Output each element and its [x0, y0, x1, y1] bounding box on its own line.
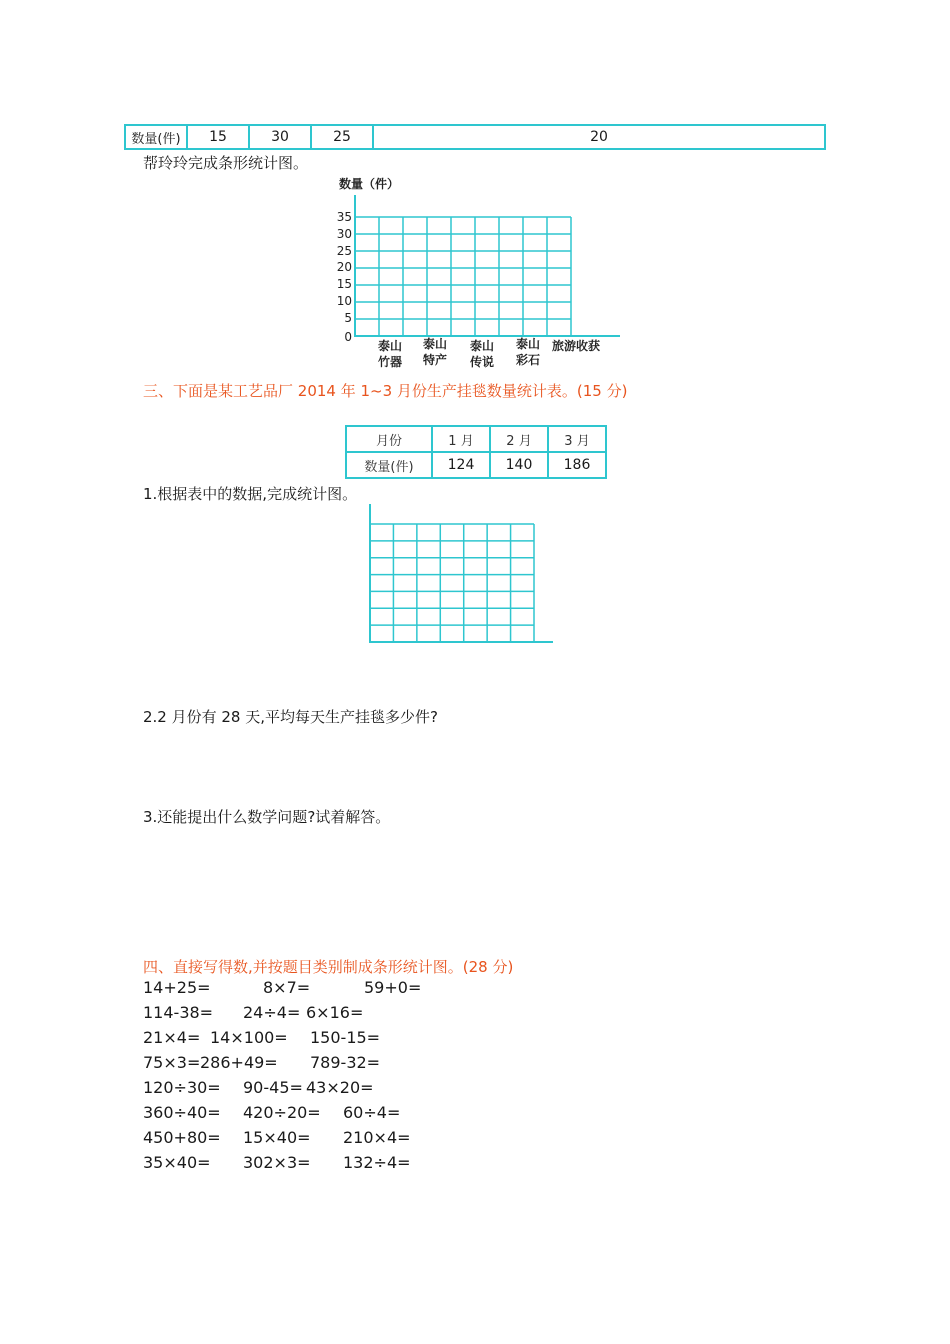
arithmetic-item: 114-38=	[143, 1003, 214, 1022]
table-row	[346, 426, 606, 452]
x-category-label: 传说	[470, 355, 495, 369]
table-header-cell: 数量(件)	[125, 125, 187, 149]
x-category-label: 泰山	[378, 339, 403, 353]
table-header-cell: 2 月	[490, 426, 548, 452]
arithmetic-item: 21×4=	[143, 1028, 201, 1047]
x-axis-label: 旅游收获	[552, 339, 601, 353]
y-tick-label: 10	[336, 294, 352, 308]
table-cell: 186	[548, 452, 606, 478]
question-2: 2.2 月份有 28 天,平均每天生产挂毯多少件?	[143, 708, 438, 726]
y-tick-label: 30	[336, 227, 352, 241]
arithmetic-item: 420÷20=	[243, 1103, 321, 1122]
x-category-label: 彩石	[516, 353, 541, 367]
arithmetic-item: 210×4=	[343, 1128, 411, 1147]
arithmetic-item: 43×20=	[306, 1078, 374, 1097]
arithmetic-item: 24÷4=	[243, 1003, 301, 1022]
arithmetic-item: 60÷4=	[343, 1103, 401, 1122]
x-category-label: 泰山	[423, 337, 448, 351]
x-category-label: 特产	[423, 353, 448, 367]
arithmetic-item: 15×40=	[243, 1128, 311, 1147]
section-4-title: 四、直接写得数,并按题目类别制成条形统计图。(28 分)	[143, 958, 514, 976]
table-cell: 20	[373, 125, 825, 149]
arithmetic-item: 90-45=	[243, 1078, 303, 1097]
y-tick-label: 25	[336, 244, 352, 258]
arithmetic-item: 8×7=	[263, 978, 311, 997]
arithmetic-item: 59+0=	[364, 978, 422, 997]
x-category-label: 泰山	[470, 339, 495, 353]
question-3: 3.还能提出什么数学问题?试着解答。	[143, 808, 391, 826]
table-cell: 124	[432, 452, 490, 478]
arithmetic-item: 150-15=	[310, 1028, 381, 1047]
arithmetic-item: 6×16=	[306, 1003, 364, 1022]
arithmetic-item: 286+49=	[200, 1053, 278, 1072]
table-cell: 25	[311, 125, 373, 149]
arithmetic-item: 302×3=	[243, 1153, 311, 1172]
arithmetic-item: 35×40=	[143, 1153, 211, 1172]
instruction-text: 帮玲玲完成条形统计图。	[143, 154, 309, 172]
table-cell: 140	[490, 452, 548, 478]
bar-chart-grid	[330, 170, 630, 375]
arithmetic-item: 450+80=	[143, 1128, 221, 1147]
arithmetic-item: 120÷30=	[143, 1078, 221, 1097]
arithmetic-item: 132÷4=	[343, 1153, 411, 1172]
monthly-table	[345, 425, 607, 479]
y-tick-label: 15	[336, 277, 352, 291]
table-row	[346, 452, 606, 478]
table-cell: 数量(件)	[346, 452, 432, 478]
arithmetic-item: 789-32=	[310, 1053, 381, 1072]
section-3-title: 三、下面是某工艺品厂 2014 年 1~3 月份生产挂毯数量统计表。(15 分)	[143, 382, 628, 400]
arithmetic-item: 14×100=	[210, 1028, 288, 1047]
x-category-label: 泰山	[516, 337, 541, 351]
table-header-cell: 1 月	[432, 426, 490, 452]
table-cell: 15	[187, 125, 249, 149]
y-tick-label: 20	[336, 260, 352, 274]
arithmetic-item: 75×3=	[143, 1053, 201, 1072]
y-tick-label: 0	[344, 330, 352, 344]
table-cell: 30	[249, 125, 311, 149]
arithmetic-item: 14+25=	[143, 978, 211, 997]
empty-chart-grid	[365, 500, 560, 650]
question-1: 1.根据表中的数据,完成统计图。	[143, 485, 358, 503]
table-header-cell: 3 月	[548, 426, 606, 452]
arithmetic-item: 360÷40=	[143, 1103, 221, 1122]
table-header-cell: 月份	[346, 426, 432, 452]
y-axis-label: 数量（件）	[339, 177, 400, 191]
x-category-label: 竹器	[378, 355, 403, 369]
table-row	[125, 125, 825, 149]
y-tick-label: 5	[344, 311, 352, 325]
top-data-table	[124, 124, 826, 150]
y-tick-label: 35	[336, 210, 352, 224]
